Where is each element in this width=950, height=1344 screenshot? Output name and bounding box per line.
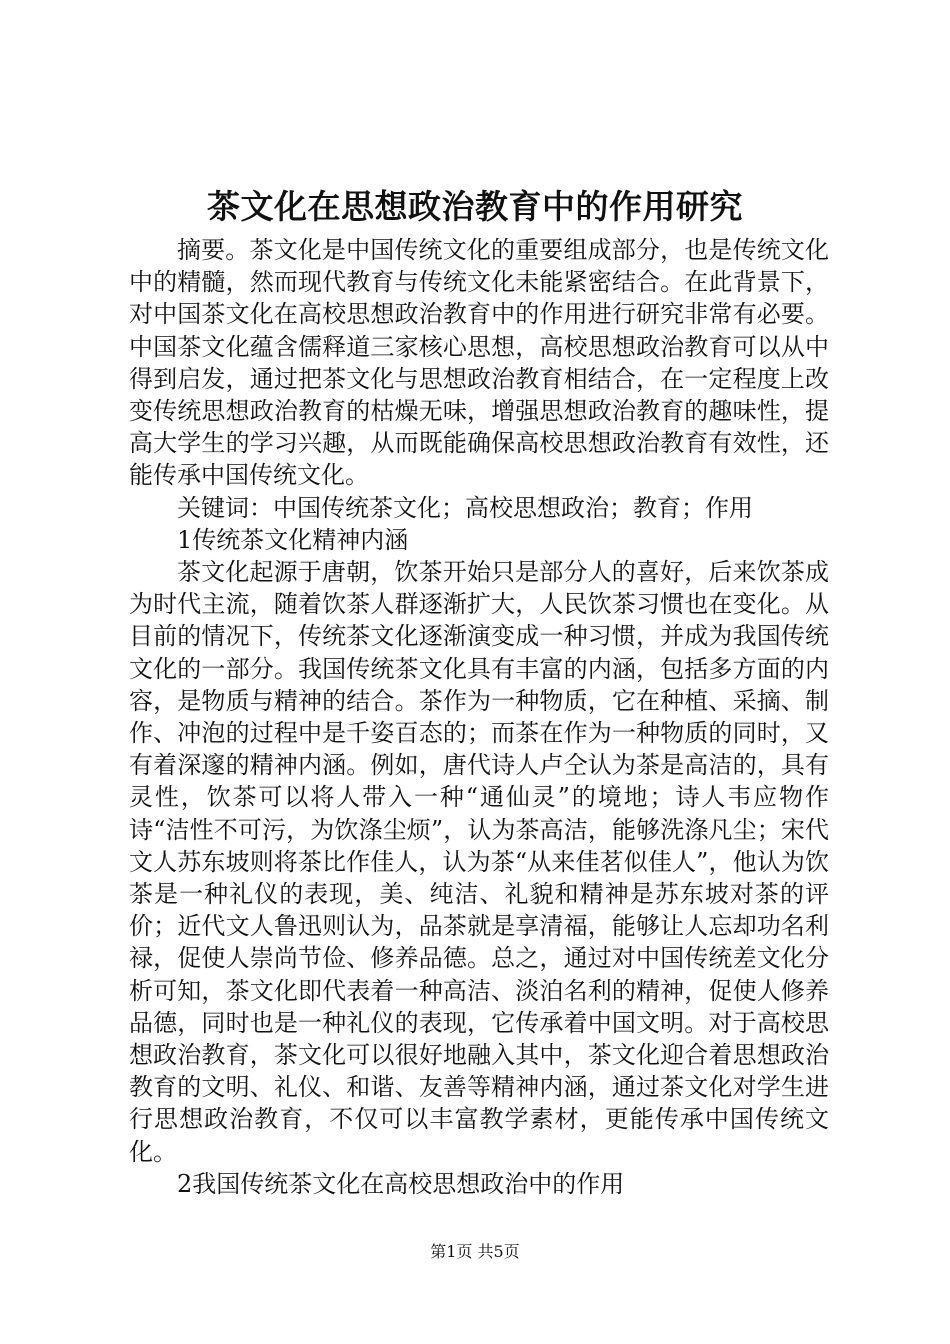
section-1-paragraph: 茶文化起源于唐朝，饮茶开始只是部分人的喜好，后来饮茶成为时代主流，随着饮茶人群逐渐扩大，人民饮茶习惯也在变化。从目前的情况下，传统茶文化逐渐演变成一种习惯，并成为我国传统文化的一部分。我国传统茶文化具有丰富的内涵，包括多方面的内容，是物质与精神的结合。茶作为一种物质，它在种植、采摘、制作、冲泡的过程中是千姿百态的；而茶在作为一种物质的同时，又有着深邃的精神内涵。例如，唐代诗人卢仝认为茶是高洁的，具有灵性，饮茶可以将人带入一种“通仙灵”的境地；诗人韦应物作诗“洁性不可污，为饮涤尘烦”，认为茶高洁，能够洗涤凡尘；宋代文人苏东坡则将茶比作佳人，认为茶“从来佳茗似佳人”，他认为饮茶是一种礼仪的表现，美、纯洁、礼貌和精神是苏东坡对茶的评价；近代文人鲁迅则认为，品茶就是享清福，能够让人忘却功名利禄，促使人崇尚节俭、修养品德。总之，通过对中国传统差文化分析可知，茶文化即代表着一种高洁、淡泊名利的精神，促使人修养品德，同时也是一种礼仪的表现，它传承着中国文明。对于高校思想政治教育，茶文化可以很好地融入其中，茶文化迎合着思想政治教育的文明、礼仪、和谐、友善等精神内涵，通过茶文化对学生进行思想政治教育，不仅可以丰富教学素材，更能传承中国传统文化。 (129, 558, 829, 1166)
page-footer: 第1页 共5页 (430, 1242, 520, 1261)
abstract-paragraph: 摘要。茶文化是中国传统文化的重要组成部分，也是传统文化中的精髓，然而现代教育与传统文化未能紧密结合。在此背景下，对中国茶文化在高校思想政治教育中的作用进行研究非常有必要。中国茶文化蕴含儒释道三家核心思想，高校思想政治教育可以从中得到启发，通过把茶文化与思想政治教育相结合，在一定程度上改变传统思想政治教育的枯燥无味，增强思想政治教育的趣味性，提高大学生的学习兴趣，从而既能确保高校思想政治教育有效性，还能传承中国传统文化。 (129, 236, 829, 490)
section-2-heading: 2我国传统茶文化在高校思想政治中的作用 (177, 1169, 625, 1198)
keywords-line: 关键词：中国传统茶文化；高校思想政治；教育；作用 (177, 493, 753, 522)
document-body (129, 234, 829, 1200)
section-1-heading: 1传统茶文化精神内涵 (177, 525, 409, 554)
document-title: 茶文化在思想政治教育中的作用研究 (207, 187, 743, 226)
